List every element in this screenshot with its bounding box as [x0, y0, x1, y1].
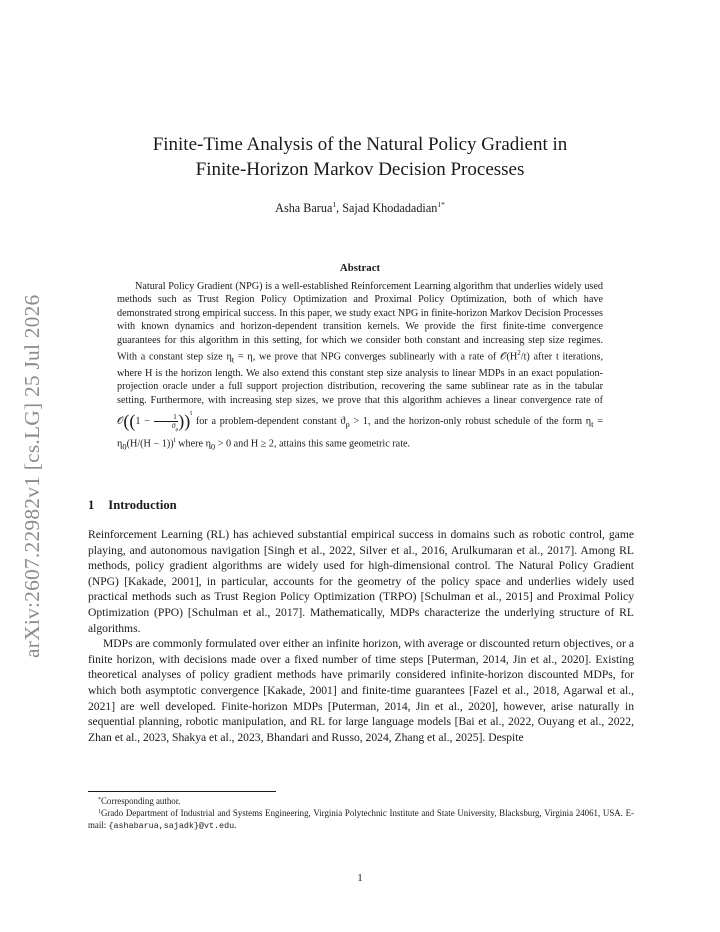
paragraph: MDPs are commonly formulated over either an infinite horizon, with average or discounted return objectives, or a finite horizon, with decisions made over a fixed number of time steps [Puterman, 2014, Jin et al., 2020]. Existing theoretical analyses of policy gradient methods have primarily considered infinite-horizon discounted MDPs, for which both asymptotic convergence [Kakade, 2001] and finite-time guarantees [Fazel et al., 2018, Agarwal et al., 2021] are well developed. Finite-horizon MDPs [Puterman, 2014, Jin et al., 2020], however, arise naturally in sequential planning, robotic manipulation, and RL for large language models [Bai et al., 2022, Ouyang et al., 2022, Zhan et al., 2023, Shakya et al., 2023, Bhandari and Russo, 2024, Zhang et al., 2025]. Despite: [88, 637, 634, 744]
author-list: [80, 200, 640, 216]
abstract-text-run: > 0 and H ≥ 2, attains this same geometric rate.: [215, 437, 411, 449]
section-title: Introduction: [108, 498, 177, 512]
abstract-text-run: Natural Policy Gradient (NPG) is a well-established Reinforcement Learning algorithm that underlies widely used methods such as Trust Region Policy Optimization and Proximal Policy Optimization, both of which have demonstrated strong empirical success. In this paper, we study exact NPG in finite-horizon Markov Decision Processes with known dynamics and horizon-dependent transition kernels. We provide the first finite-time convergence guarantees for this algorithm in this setting, for which we consider both constant and increasing step size regimes. With a constant step size η: [117, 281, 603, 363]
math-superscript: 2: [517, 349, 521, 358]
paragraph: Reinforcement Learning (RL) has achieved substantial empirical success in domains such as robotic control, game playing, and autonomous navigation [Singh et al., 2022, Silver et al., 2016, Arulkumaran et al., 2017]. Among RL methods, policy gradient algorithms are widely used for high-dimensional control. The Natural Policy Gradient (NPG) [Kakade, 2001], in particular, accounts for the geometry of the policy space and underlies widely used practical methods such as Trust Region Policy Optimization (TRPO) [Schulman et al., 2015] and Proximal Policy Optimization (PPO) [Schulman et al., 2017]. Mathematically, MDPs characterize the underlying structure of RL algorithms.: [88, 528, 634, 635]
math-subscript: ρ: [175, 426, 179, 433]
fraction-numerator: 1: [173, 412, 177, 422]
footnote-mark: *: [98, 797, 101, 803]
abstract-text: [117, 280, 603, 453]
abstract-text-run: > 1, and the horizon-only robust schedule of the form η: [349, 416, 592, 428]
abstract-text-run: = η: [117, 416, 603, 449]
abstract-text-run: /t) after t iterations, where H is the horizon length. We also extend this constant step size analysis to linear MDPs in an exact population-projection oracle under a full support projection distribution, recovering the same sublinear rate as in the tabular setting. Furthermore, with increasing step sizes, we prove that this algorithm achieves a linear convergence rate of 𝒪: [117, 351, 603, 428]
affiliation-mark: 1*: [437, 200, 445, 209]
page-number: 1: [357, 872, 363, 884]
title-line-2: Finite-Horizon Markov Decision Processes: [195, 159, 525, 180]
author-name: Asha Barua: [275, 201, 333, 215]
footnote-rule: [88, 791, 276, 792]
footnote: [88, 807, 634, 832]
body-text: [88, 527, 634, 745]
abstract-text-run: for a problem-dependent constant ϑ: [192, 416, 346, 428]
math-subscript: t: [591, 419, 594, 430]
math-fraction: [154, 413, 178, 434]
math-superscript: t: [173, 435, 176, 444]
affiliation-mark: 1: [332, 200, 337, 209]
abstract-text-run: where η: [175, 437, 211, 449]
title-line-1: Finite-Time Analysis of the Natural Policy Gradient in: [152, 134, 568, 155]
math-subscript: t: [231, 354, 235, 365]
denominator-symbol: ϑ: [171, 421, 176, 431]
abstract-text-run: = η, we prove that NPG converges sublinearly with a rate of 𝒪(H: [234, 351, 518, 363]
abstract-text-run: (H/(H − 1)): [126, 437, 174, 449]
math-text: 1 −: [135, 416, 154, 428]
math-subscript: 0: [122, 441, 127, 451]
math-subscript: 0: [210, 441, 216, 451]
section-heading: [88, 498, 177, 513]
abstract-heading: Abstract: [339, 262, 381, 274]
paper-title: [80, 132, 640, 182]
author-separator: ,: [336, 201, 343, 215]
math-paren-close: )): [178, 411, 191, 432]
footnote-mark: 1: [98, 809, 101, 816]
math-superscript: t: [190, 409, 193, 418]
fraction-denominator: [154, 421, 178, 434]
footnotes: [88, 795, 634, 832]
footnote: [88, 795, 634, 807]
footnote-text-end: .: [234, 819, 237, 830]
footnote-text: Corresponding author.: [101, 796, 181, 806]
footnote-text: Grado Department of Industrial and Systems Engineering, Virginia Polytechnic Institute and State University, Blacksburg, Virginia 24061, USA. E-mail:: [88, 808, 634, 830]
email-address: {ashabarua,sajadk}@vt.edu: [108, 820, 235, 831]
author-name: Sajad Khodadadian: [342, 201, 438, 215]
arxiv-identifier: arXiv:2607.22982v1 [cs.LG] 25 Jul 2026: [20, 294, 44, 658]
math-paren-open: ((: [123, 411, 136, 432]
math-subscript: ρ: [345, 419, 350, 430]
section-number: 1: [88, 498, 95, 512]
